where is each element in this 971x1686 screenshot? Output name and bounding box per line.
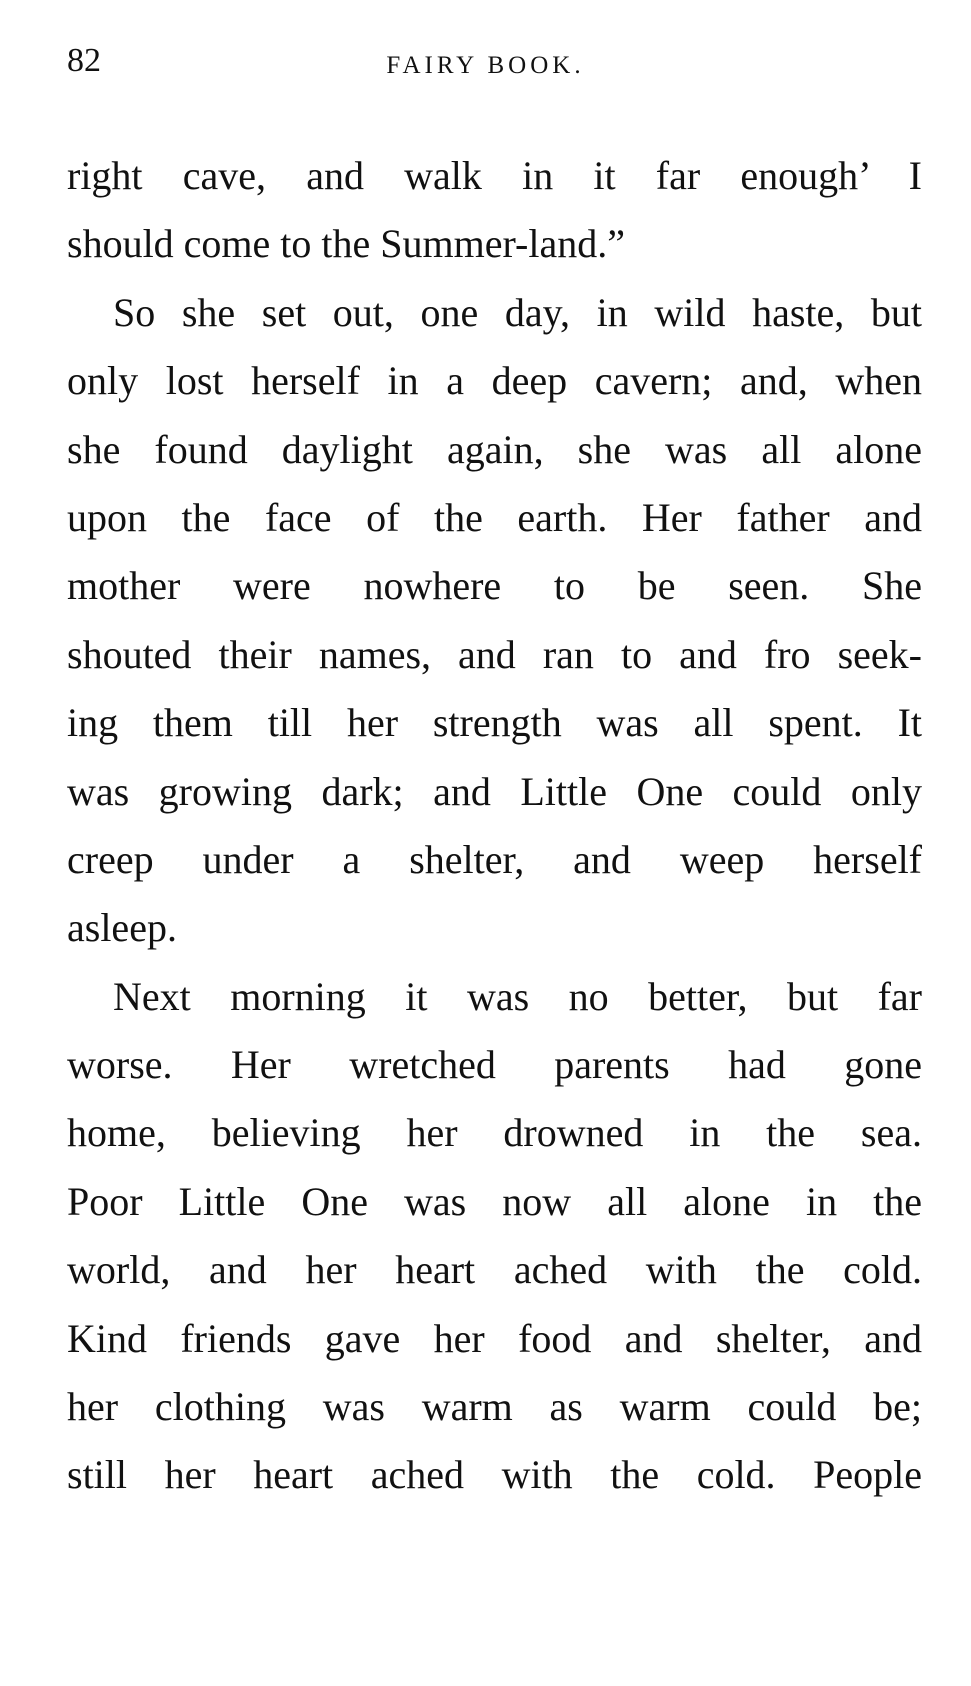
text-line: she found daylight again, she was all alone [67, 426, 922, 472]
text-line: So she set out, one day, in wild haste, but [113, 289, 922, 335]
text-line: shouted their names, and ran to and fro seek- [67, 631, 922, 677]
body-text [67, 142, 922, 1510]
text-line: right cave, and walk in it far enough’ I [67, 153, 922, 198]
text-line: home, believing her drowned in the sea. [67, 1110, 922, 1156]
text-line: Poor Little One was now all alone in the [67, 1178, 922, 1224]
text-line: still her heart ached with the cold. People [67, 1452, 922, 1498]
text-line: mother were nowhere to be seen. She [67, 563, 922, 609]
running-head: FAIRY BOOK. [386, 52, 585, 79]
text-line: worse. Her wretched parents had gone [67, 1042, 922, 1088]
text-line: was growing dark; and Little One could only [67, 768, 922, 814]
text-line: asleep. [67, 905, 177, 951]
text-line: Kind friends gave her food and shelter, and [67, 1315, 922, 1361]
text-line: her clothing was warm as warm could be; [67, 1384, 922, 1430]
text-line: upon the face of the earth. Her father and [67, 494, 922, 540]
text-line: only lost herself in a deep cavern; and, when [67, 358, 922, 404]
text-line: Next morning it was no better, but far [113, 973, 922, 1019]
text-line: creep under a shelter, and weep herself [67, 836, 922, 882]
text-line: ing them till her strength was all spent. It [67, 700, 922, 746]
text-line: should come to the Summer-land.” [67, 221, 625, 267]
page-number: 82 [67, 42, 101, 79]
text-line: world, and her heart ached with the cold. [67, 1247, 922, 1293]
